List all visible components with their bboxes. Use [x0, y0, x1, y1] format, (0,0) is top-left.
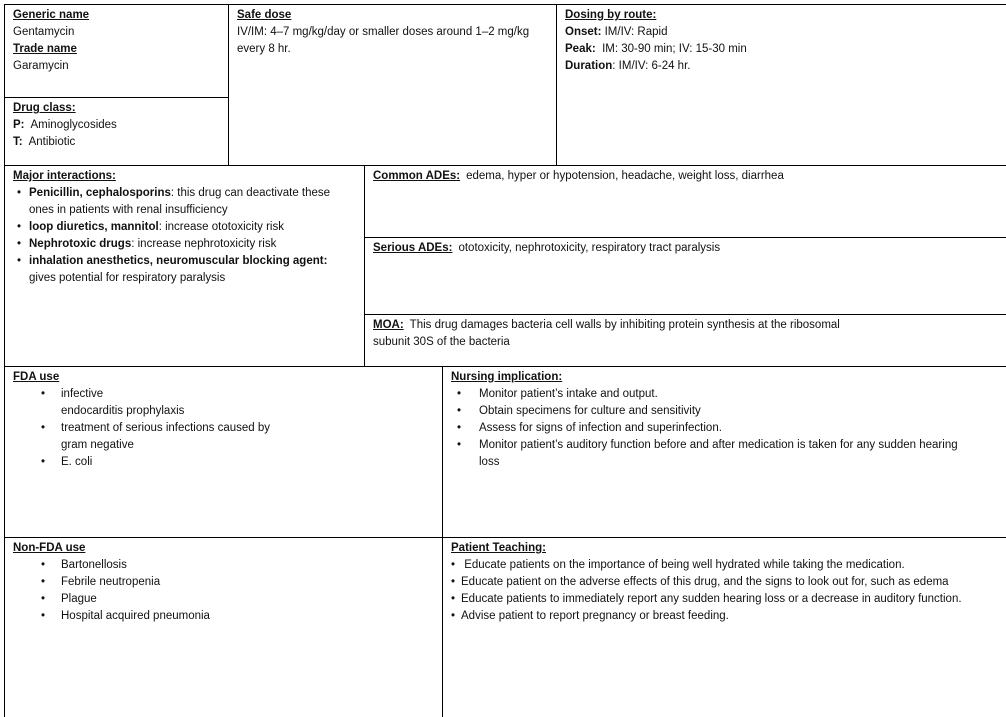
interactions-cell	[5, 166, 363, 289]
nursing-item: • Assess for signs of infection and superinfection.	[451, 420, 997, 437]
therapeutic-class	[13, 134, 219, 151]
nursing-cell	[443, 367, 1005, 473]
moa-header: MOA:	[373, 319, 404, 331]
non-fda-item: • Bartonellosis	[13, 557, 433, 574]
common-ades-cell	[365, 166, 1005, 187]
moa-line2: subunit 30S of the bacteria	[373, 336, 510, 348]
common-ades-header: Common ADEs:	[373, 170, 461, 182]
pharmacologic-class	[13, 117, 219, 134]
onset-label: Onset:	[565, 26, 602, 38]
common-ades-text: edema, hyper or hypotension, headache, weight loss, diarrhea	[466, 170, 784, 182]
peak-row	[565, 41, 997, 58]
interactions-header: Major interactions:	[13, 170, 116, 182]
nursing-item: • Monitor patient’s intake and output.	[451, 386, 997, 403]
generic-name-value: Gentamycin	[13, 26, 75, 38]
peak-label: Peak:	[565, 43, 596, 55]
duration-label: Duration	[565, 60, 613, 72]
serious-ades-text: ototoxicity, nephrotoxicity, respiratory tract paralysis	[458, 242, 721, 254]
moa-line1: This drug damages bacteria cell walls by inhibiting protein synthesis at the ribosomal	[409, 319, 840, 331]
fda-use-item: • E. coli	[13, 454, 433, 471]
peak-value: IM: 30-90 min; IV: 15-30 min	[595, 43, 747, 55]
nursing-header: Nursing implication:	[451, 371, 563, 383]
nursing-item: • Monitor patient’s auditory function before and after medication is taken for any sudden hearing loss	[451, 437, 997, 471]
safe-dose-cell	[229, 5, 555, 60]
non-fda-cell	[5, 538, 441, 627]
safe-dose-line2: every 8 hr.	[237, 43, 291, 55]
teaching-header: Patient Teaching:	[451, 542, 546, 554]
non-fda-item: • Febrile neutropenia	[13, 574, 433, 591]
non-fda-item: • Plague	[13, 591, 433, 608]
safe-dose-line1: IV/IM: 4–7 mg/kg/day or smaller doses around 1–2 mg/kg	[237, 26, 530, 38]
non-fda-item: • Hospital acquired pneumonia	[13, 608, 433, 625]
teaching-item: • Educate patients to immediately report any sudden hearing loss or a decrease in auditory function.	[451, 591, 997, 608]
fda-use-header: FDA use	[13, 371, 60, 383]
moa-cell	[365, 315, 1005, 353]
fda-use-list	[13, 386, 433, 471]
t-label: T:	[13, 136, 23, 148]
interaction-item: • loop diuretics, mannitol: increase ototoxicity risk	[13, 219, 355, 236]
drug-class-cell	[5, 98, 227, 153]
generic-name-header: Generic name	[13, 9, 90, 21]
interaction-item: • Penicillin, cephalosporins: this drug can deactivate these ones in patients with renal insufficiency	[13, 185, 355, 219]
safe-dose-header: Safe dose	[237, 9, 292, 21]
interaction-item: • inhalation anesthetics, neuromuscular blocking agent: gives potential for respiratory paralysis	[13, 253, 355, 287]
fda-use-item: • infective endocarditis prophylaxis	[13, 386, 433, 420]
name-cell	[5, 5, 227, 77]
duration-value: : IM/IV: 6-24 hr.	[612, 60, 691, 72]
fda-use-cell	[5, 367, 441, 473]
p-value: Aminoglycosides	[30, 119, 117, 131]
duration-row	[565, 58, 997, 75]
serious-ades-header: Serious ADEs:	[373, 242, 453, 254]
onset-row	[565, 24, 997, 41]
teaching-item: • Advise patient to report pregnancy or breast feeding.	[451, 608, 997, 625]
serious-ades-cell	[365, 238, 1005, 259]
interaction-item: • Nephrotoxic drugs: increase nephrotoxicity risk	[13, 236, 355, 253]
teaching-item: • Educate patient on the adverse effects of this drug, and the signs to look out for, such as edema	[451, 574, 997, 591]
nursing-list	[451, 386, 997, 471]
trade-name-value: Garamycin	[13, 60, 69, 72]
dosing-header: Dosing by route:	[565, 9, 657, 21]
teaching-list	[451, 557, 997, 625]
interactions-list	[13, 185, 355, 287]
t-value: Antibiotic	[28, 136, 76, 148]
fda-use-item: • treatment of serious infections caused by gram negative	[13, 420, 433, 454]
non-fda-header: Non-FDA use	[13, 542, 86, 554]
dosing-cell	[557, 5, 1005, 77]
teaching-cell	[443, 538, 1005, 627]
nursing-item: • Obtain specimens for culture and sensitivity	[451, 403, 997, 420]
trade-name-header: Trade name	[13, 43, 77, 55]
non-fda-list	[13, 557, 433, 625]
teaching-item: • Educate patients on the importance of being well hydrated while taking the medication.	[451, 557, 997, 574]
drug-class-header: Drug class:	[13, 102, 76, 114]
onset-value: IM/IV: Rapid	[601, 26, 668, 38]
p-label: P:	[13, 119, 25, 131]
